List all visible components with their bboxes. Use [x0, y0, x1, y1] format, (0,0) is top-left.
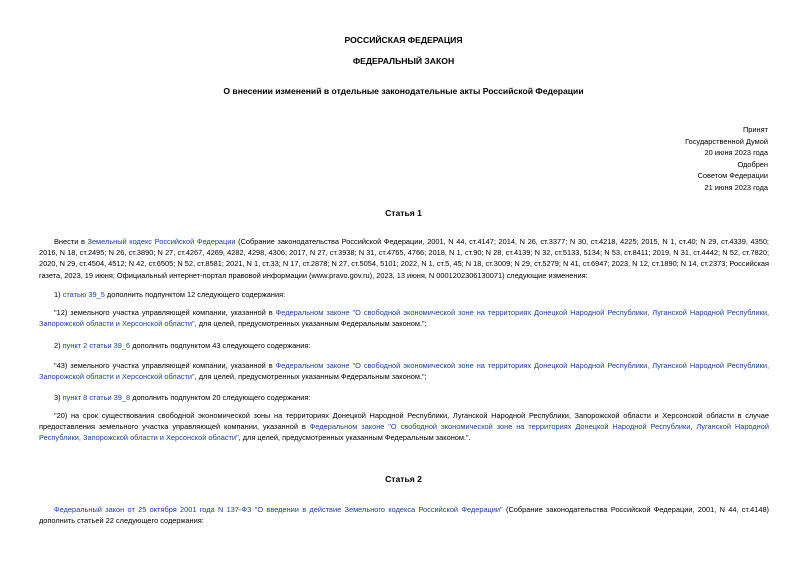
approval-date: 21 июня 2023 года — [704, 182, 768, 192]
adoption-line: Принят — [742, 125, 768, 134]
item-number: 2) — [54, 341, 63, 350]
amendment-quote-1 — [39, 307, 769, 329]
article-1-title: Статья 1 — [385, 208, 422, 218]
amendment-item-2 — [39, 340, 769, 351]
quote-post-text: , для целей, предусмотренных указанным Федеральным законом."; — [194, 372, 427, 382]
sez-law-link[interactable]: Федеральном законе "О свободной экономической зоне на территориях Донецкой Народной Республики, Луганской Народной Республики, Запорожской области и Херсонской области" — [39, 308, 769, 329]
adoption-date: 20 июня 2023 года — [704, 148, 768, 158]
federal-law-137-link[interactable]: Федеральный закон от 25 октября 2001 года N 137-ФЗ "О введении в действие Земельного кодекса Российской Федерации" — [54, 505, 503, 514]
article-2-text — [39, 504, 769, 526]
country-heading: РОССИЙСКАЯ ФЕДЕРАЦИЯ — [344, 35, 463, 45]
amendment-quote-3 — [39, 410, 769, 444]
amendment-item-1 — [39, 289, 769, 300]
article-2-body: (Собрание законодательства Российской Федерации, 2001, N 44, ст.4148) дополнить статьей 22 следующего содержания: — [39, 505, 770, 526]
approval-line: Одобрен — [737, 159, 768, 169]
item-text: дополнить подпунктом 12 следующего содержания: — [104, 290, 286, 299]
article-2-title: Статья 2 — [385, 474, 422, 484]
approval-line: Советом Федерации — [697, 171, 768, 181]
quote-pre-text: "12) земельного участка управляющей компании, указанной в — [54, 308, 276, 317]
item-number: 3) — [54, 393, 63, 402]
article-1-intro — [39, 236, 769, 281]
sez-law-link[interactable]: Федеральном законе "О свободной экономической зоне на территориях Донецкой Народной Республики, Луганской Народной Республики, Запорожской области и Херсонской области" — [39, 361, 769, 382]
intro-pre-text: Внести в — [54, 237, 88, 246]
land-code-link[interactable]: Земельный кодекс Российской Федерации — [87, 237, 236, 246]
item-text: дополнить подпунктом 20 следующего содержания: — [130, 393, 311, 402]
item-text: дополнить подпунктом 43 следующего содержания: — [130, 341, 311, 350]
adoption-line: Государственной Думой — [685, 136, 768, 146]
quote-post-text: , для целей, предусмотренных указанным Федеральным законом."; — [194, 319, 427, 329]
quote-pre-text: "20) на срок существования свободной экономической зоны на территориях Донецкой Народной Республики, Луганской Народной Республики, Запорожской области и Херсонской области в случае предоставления земельного участка управляющей компании, указанной в — [39, 411, 769, 432]
law-title: О внесении изменений в отдельные законодательные акты Российской Федерации — [223, 86, 584, 96]
article-39-5-link[interactable]: статью 39_5 — [62, 290, 105, 299]
amendment-item-3 — [39, 392, 769, 403]
intro-post-text: (Собрание законодательства Российской Федерации, 2001, N 44, ст.4147; 2014, N 26, ст.3377; N 30, ст.4218, 4225; 2015, N 1, ст.40; N 29, ст.4339, 4350; 2016, N 18, ст.2495; N 26, ст.3890; N 27, ст.4267, 4269, 4282, 4298, 4306; 2017, N 27, ст.3938; N 31, ст.4765, 4766; 2018, N 1, ст.90; N 28, ст.4139; N 32, ст.5133, 5134; N 53, ст.8411; 2019, N 31, ст.4442; N 52, ст.7820; 2020, N 29, ст.4504, 4512; N 42, ст.6505; N 52, ст.8581; 2021, N 1, ст.33; N 17, ст.2878; N 27, ст.5054, 5101; 2022, N 1, ст.5, 45; N 18, ст.3009; N 29, ст.5279; N 41, ст.6947; 2023, N 12, ст.1890; N 14, ст.2373; Российская газета, 2023, 19 июня; Официальный интернет-портал правовой информации (www.pravo.gov.ru), 2023, 13 июня, N 0001202306130071) следующие изменения: — [39, 237, 769, 280]
article-39-8-link[interactable]: пункт 8 статьи 39_8 — [62, 393, 131, 402]
doc-type-heading: ФЕДЕРАЛЬНЫЙ ЗАКОН — [352, 56, 455, 66]
sez-law-link[interactable]: Федеральном законе "О свободной экономической зоне на территориях Донецкой Народной Республики, Луганской Народной Республики, Запорожской области и Херсонской области" — [39, 422, 770, 443]
adoption-block — [568, 124, 768, 194]
article-39-6-link[interactable]: пункт 2 статьи 39_6 — [62, 341, 131, 350]
quote-pre-text: "43) земельного участка управляющей компании, указанной в — [54, 361, 276, 370]
quote-post-text: , для целей, предусмотренных указанным Федеральным законом.". — [238, 433, 471, 443]
item-number: 1) — [54, 290, 63, 299]
amendment-quote-2 — [39, 360, 769, 382]
